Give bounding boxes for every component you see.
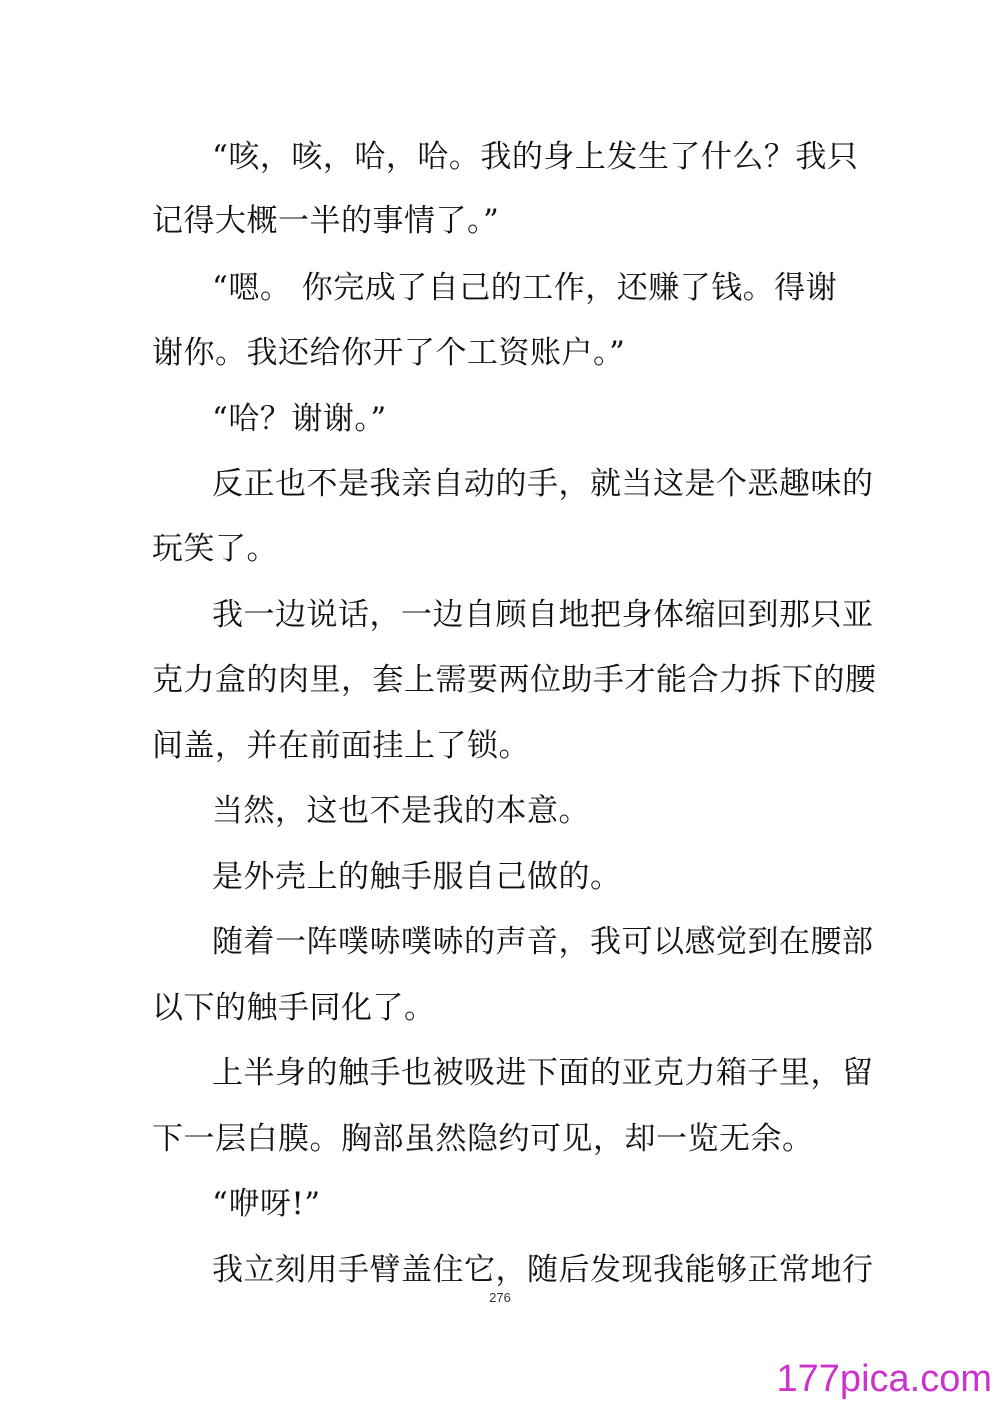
text-line: 当然，这也不是我的本意。 bbox=[212, 793, 590, 829]
text-line: “咳，咳，哈，哈。我的身上发生了什么？我只 bbox=[212, 139, 859, 175]
text-line: 以下的触手同化了。 bbox=[152, 990, 436, 1026]
text-line: 我一边说话，一边自顾自地把身体缩回到那只亚 bbox=[212, 597, 874, 633]
text-line: 下一层白膜。胸部虽然隐约可见，却一览无余。 bbox=[152, 1121, 814, 1157]
text-line: 间盖，并在前面挂上了锁。 bbox=[152, 728, 530, 764]
text-line: 反正也不是我亲自动的手，就当这是个恶趣味的 bbox=[212, 466, 874, 502]
watermark: 177pica.com bbox=[776, 1358, 992, 1400]
text-line: 上半身的触手也被吸进下面的亚克力箱子里，留 bbox=[212, 1055, 874, 1091]
text-line: 是外壳上的触手服自己做的。 bbox=[212, 859, 622, 895]
text-line: “嗯。 你完成了自己的工作，还赚了钱。得谢 bbox=[212, 270, 838, 306]
text-line: “咿呀!” bbox=[212, 1186, 321, 1222]
text-line: 我立刻用手臂盖住它，随后发现我能够正常地行 bbox=[212, 1252, 874, 1288]
text-line: 玩笑了。 bbox=[152, 531, 278, 567]
text-line: 谢你。我还给你开了个工资账户。” bbox=[152, 335, 626, 371]
text-line: “哈？谢谢。” bbox=[212, 401, 387, 437]
page-number: 276 bbox=[489, 1290, 511, 1305]
text-line: 记得大概一半的事情了。” bbox=[152, 203, 500, 239]
text-line: 克力盒的肉里，套上需要两位助手才能合力拆下的腰 bbox=[152, 662, 877, 698]
text-line: 随着一阵噗哧噗哧的声音，我可以感觉到在腰部 bbox=[212, 924, 874, 960]
